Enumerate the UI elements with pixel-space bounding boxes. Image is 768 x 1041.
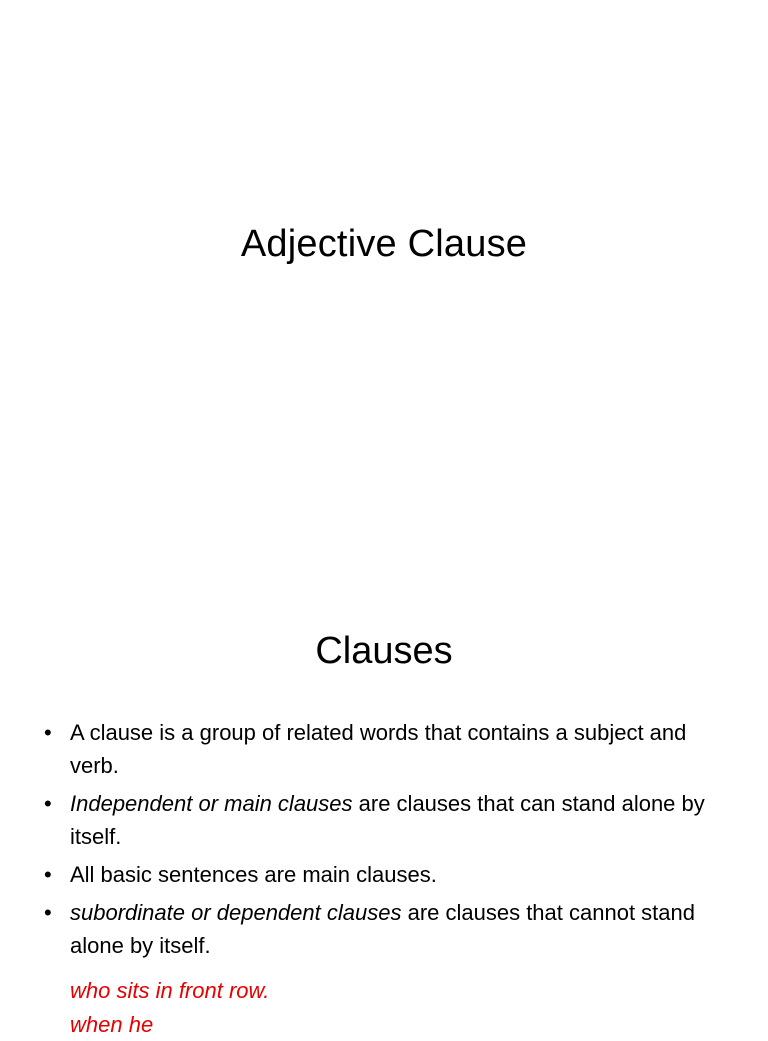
bullet-text: are clauses that cannot stand alone by itself. [70,900,695,958]
bullet-item [44,858,724,891]
bullet-item [44,787,724,853]
bullet-item [44,716,724,782]
example-clause-1: who sits in front row. [70,978,270,1003]
slide-clauses [0,576,768,1037]
example-clause-2: when he [70,1012,154,1037]
bullet-text: All basic sentences are main clauses. [70,862,437,887]
bullet-item [44,896,724,962]
bullet-dot-icon: • [44,900,52,925]
bullet-list [44,716,724,967]
bullet-text: are clauses that can stand alone by itself. [70,791,705,849]
slide-title-heading: Adjective Clause [240,223,528,265]
slide-clauses-heading: Clauses [315,630,453,672]
bullet-dot-icon: • [44,791,52,816]
bullet-text: A clause is a group of related words that contains a subject and verb. [70,720,687,778]
bullet-italic-text: subordinate or dependent clauses [70,900,402,925]
bullet-dot-icon: • [44,862,52,887]
bullet-italic-text: Independent or main clauses [70,791,353,816]
bullet-dot-icon: • [44,720,52,745]
